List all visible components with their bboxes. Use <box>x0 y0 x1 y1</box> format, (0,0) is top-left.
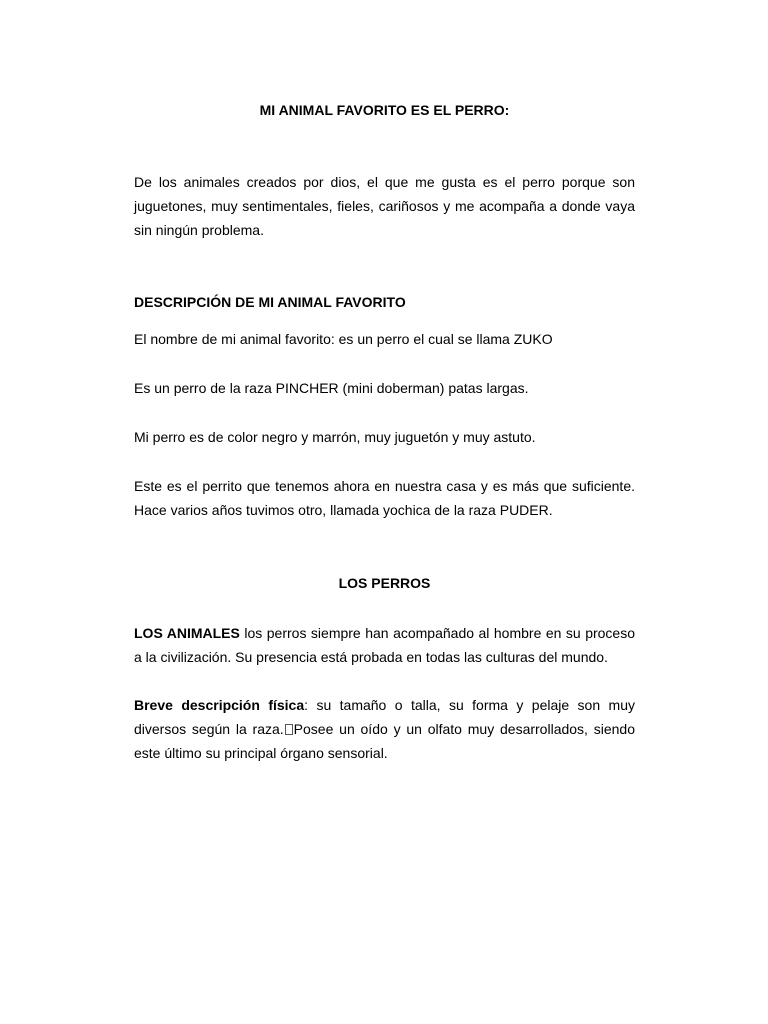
animals-line-1 <box>134 621 635 645</box>
physical-line-2-a: diversos según la raza. <box>134 721 284 737</box>
intro-line-1: De los animales creados por dios, el que me gusta es el perro porque son <box>134 174 635 190</box>
physical-bold-label: Breve descripción física <box>134 697 305 713</box>
description-heading: DESCRIPCIÓN DE MI ANIMAL FAVORITO <box>134 294 406 310</box>
house-line-1: Este es el perrito que tenemos ahora en nuestra casa y es más que suficiente. <box>134 478 635 494</box>
animals-line-2: a la civilización. Su presencia está probada en todas las culturas del mundo. <box>134 649 608 665</box>
breed-line: Es un perro de la raza PINCHER (mini doberman) patas largas. <box>134 380 529 396</box>
name-line: El nombre de mi animal favorito: es un perro el cual se llama ZUKO <box>134 331 553 347</box>
physical-paragraph <box>134 693 635 765</box>
house-paragraph <box>134 474 635 522</box>
section-title: LOS PERROS <box>338 575 431 591</box>
animals-paragraph <box>134 621 635 669</box>
missing-glyph-icon <box>285 724 293 735</box>
intro-line-3: sin ningún problema. <box>134 222 264 238</box>
animals-line-1-text: los perros siempre han acompañado al hombre en su proceso <box>239 625 636 641</box>
document-title: MI ANIMAL FAVORITO ES EL PERRO: <box>259 102 510 118</box>
animals-bold-label: LOS ANIMALES <box>134 625 240 641</box>
intro-line-2: juguetones, muy sentimentales, fieles, cariñosos y me acompaña a donde vaya <box>134 198 635 214</box>
physical-line-1-text: : su tamaño o talla, su forma y pelaje son muy <box>304 697 635 713</box>
intro-paragraph <box>134 170 635 242</box>
physical-line-2-b: Posee un oído y un olfato muy desarrollados, siendo <box>293 721 635 737</box>
color-line: Mi perro es de color negro y marrón, muy juguetón y muy astuto. <box>134 429 536 445</box>
physical-line-2 <box>134 717 635 741</box>
physical-line-1 <box>134 693 635 717</box>
physical-line-3: este último su principal órgano sensorial. <box>134 745 388 761</box>
house-line-2: Hace varios años tuvimos otro, llamada yochica de la raza PUDER. <box>134 502 553 518</box>
